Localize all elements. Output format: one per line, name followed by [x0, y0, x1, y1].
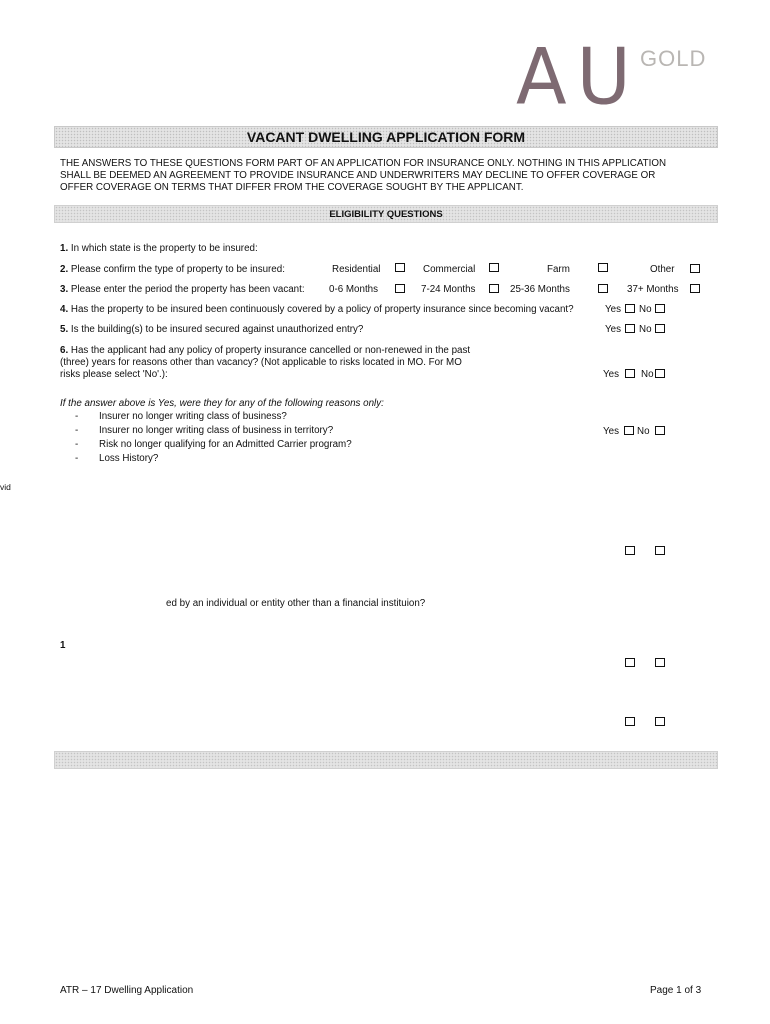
commercial-checkbox[interactable]	[489, 263, 499, 272]
yes-label: Yes	[605, 304, 621, 315]
question-text: Has the property to be insured been continuously covered by a policy of property insurance since becoming vacant?	[70, 304, 574, 315]
question-number: 5.	[60, 324, 69, 335]
q4-no-checkbox[interactable]	[655, 304, 665, 313]
question-text: Is the building(s) to be insured secured against unauthorized entry?	[70, 324, 364, 335]
section-end-bar	[54, 751, 718, 769]
question-number: 1.	[60, 243, 69, 254]
question-text: In which state is the property to be insured:	[70, 243, 258, 254]
option-25-36-label: 25-36 Months	[510, 284, 570, 295]
question-4	[60, 304, 574, 315]
intro-line: THE ANSWERS TO THESE QUESTIONS FORM PART OF AN APPLICATION FOR INSURANCE ONLY. NOTHING IN THIS APPLICATION	[60, 158, 667, 169]
unlabeled-checkbox-f[interactable]	[655, 717, 665, 726]
intro-line: SHALL BE DEEMED AN AGREEMENT TO PROVIDE INSURANCE AND UNDERWRITERS MAY DECLINE TO OFFER COVERAGE OR	[60, 170, 656, 181]
followup-intro: If the answer above is Yes, were they for any of the following reasons only:	[60, 398, 384, 409]
brand-logo-au: AU	[516, 31, 641, 123]
no-label: No	[639, 324, 652, 335]
vacant-0-6-checkbox[interactable]	[395, 284, 405, 293]
question-5	[60, 324, 363, 335]
no-label: No	[637, 426, 650, 437]
option-37-plus-label: 37+ Months	[627, 284, 679, 295]
question-text: Please confirm the type of property to be insured:	[70, 264, 285, 275]
unlabeled-checkbox-c[interactable]	[625, 658, 635, 667]
vacant-7-24-checkbox[interactable]	[489, 284, 499, 293]
q4-yes-checkbox[interactable]	[625, 304, 635, 313]
form-title: VACANT DWELLING APPLICATION FORM	[246, 129, 526, 145]
question-number: 2.	[60, 264, 69, 275]
list-dash: -	[75, 425, 79, 436]
yes-label: Yes	[605, 324, 621, 335]
followup-yes-checkbox[interactable]	[624, 426, 634, 435]
truncated-fragment: vid	[0, 482, 11, 492]
vacant-37-plus-checkbox[interactable]	[690, 284, 700, 293]
q6-yes-checkbox[interactable]	[625, 369, 635, 378]
question-number: 3.	[60, 284, 69, 295]
option-farm-label: Farm	[547, 264, 570, 275]
q5-no-checkbox[interactable]	[655, 324, 665, 333]
followup-no-checkbox[interactable]	[655, 426, 665, 435]
section-title: ELIGIBILITY QUESTIONS	[329, 208, 443, 220]
question-2	[60, 264, 285, 275]
no-label: No	[639, 304, 652, 315]
option-residential-label: Residential	[332, 264, 381, 275]
yes-label: Yes	[603, 426, 619, 437]
intro-disclaimer	[60, 158, 710, 194]
farm-checkbox[interactable]	[598, 263, 608, 272]
footer-document-id: ATR – 17 Dwelling Application	[60, 985, 194, 996]
partial-question-text: ed by an individual or entity other than a financial instituion?	[166, 598, 426, 609]
partial-question-number: 1	[60, 640, 66, 651]
list-dash: -	[75, 453, 79, 464]
option-0-6-label: 0-6 Months	[329, 284, 379, 295]
q6-no-checkbox[interactable]	[655, 369, 665, 378]
question-number: 4.	[60, 304, 69, 315]
intro-line: OFFER COVERAGE ON TERMS THAT DIFFER FROM THE COVERAGE SOUGHT BY THE APPLICANT.	[60, 182, 524, 193]
form-title-bar	[54, 126, 718, 148]
question-6	[60, 345, 470, 381]
brand-logo-gold: GOLD	[640, 46, 707, 71]
q5-yes-checkbox[interactable]	[625, 324, 635, 333]
question-1	[60, 243, 258, 254]
followup-item: Risk no longer qualifying for an Admitted Carrier program?	[99, 439, 352, 450]
question-3	[60, 284, 305, 295]
residential-checkbox[interactable]	[395, 263, 405, 272]
unlabeled-checkbox-b[interactable]	[655, 546, 665, 555]
vacant-25-36-checkbox[interactable]	[598, 284, 608, 293]
question-text: Please enter the period the property has been vacant:	[70, 284, 305, 295]
option-commercial-label: Commercial	[423, 264, 476, 275]
list-dash: -	[75, 411, 79, 422]
unlabeled-checkbox-a[interactable]	[625, 546, 635, 555]
followup-item: Loss History?	[99, 453, 159, 464]
question-text: (three) years for reasons other than vacancy? (Not applicable to risks located in MO. For MO	[60, 357, 462, 368]
other-checkbox[interactable]	[690, 264, 700, 273]
footer-page-number: Page 1 of 3	[650, 985, 702, 996]
question-number: 6.	[60, 345, 69, 356]
list-dash: -	[75, 439, 79, 450]
question-text: Has the applicant had any policy of property insurance cancelled or non-renewed in the past	[70, 345, 471, 356]
yes-label: Yes	[603, 369, 619, 380]
section-bar	[54, 205, 718, 223]
unlabeled-checkbox-e[interactable]	[625, 717, 635, 726]
option-other-label: Other	[650, 264, 675, 275]
followup-item: Insurer no longer writing class of business in territory?	[99, 425, 334, 436]
option-7-24-label: 7-24 Months	[421, 284, 476, 295]
question-text: risks please select 'No'.):	[60, 369, 168, 380]
unlabeled-checkbox-d[interactable]	[655, 658, 665, 667]
followup-item: Insurer no longer writing class of business?	[99, 411, 287, 422]
no-label: No	[641, 369, 654, 380]
